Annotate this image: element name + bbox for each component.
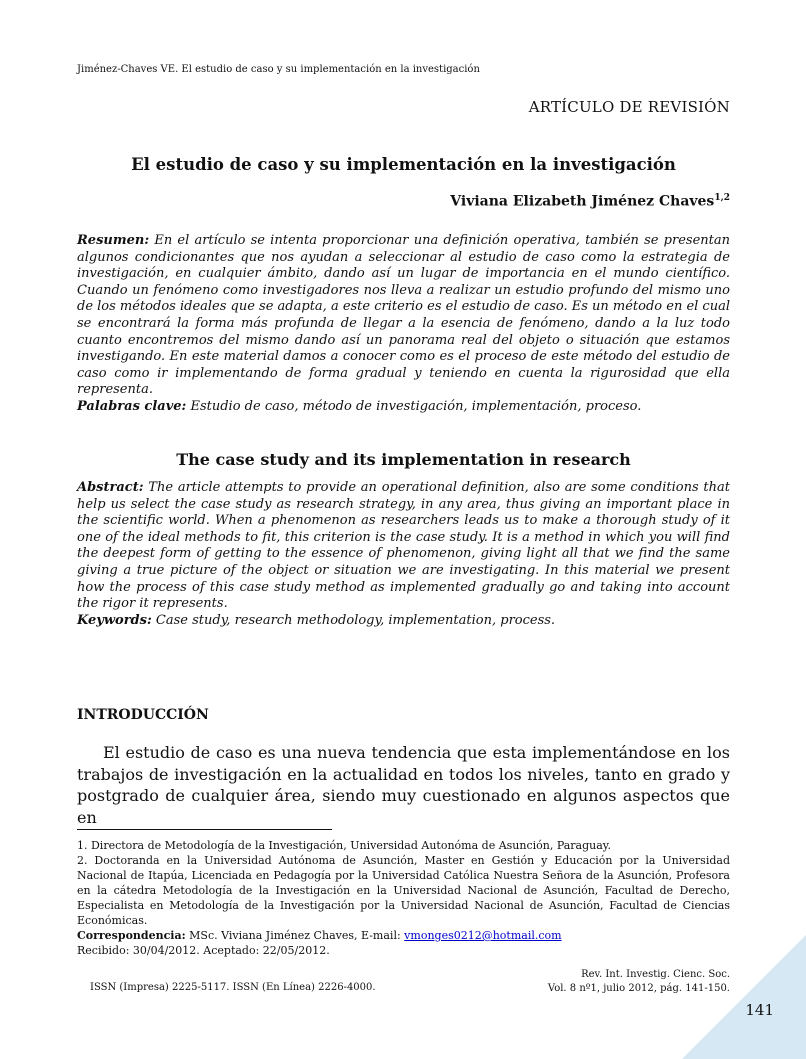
- resumen-block: [77, 233, 730, 416]
- resumen-text: En el artículo se intenta proporcionar una definición operativa, también se presentan algunos condicionantes que nos ayudan a seleccionar al estudio de caso como la estrategia de investigación, en cualquier ámbito, dando así un lugar de importancia en el mundo científico. Cuando un fenómeno como investigadores nos lleva a realizar un estudio profundo del mismo uno de los métodos ideales que se adapta, a este criterio es el estudio de caso. Es un método en el cual se encontrará la forma más profunda de llegar a la esencia de fenómeno, dando a la luz todo cuanto encontremos del mismo dando así un panorama real del objeto o situación que estamos investigando. En este material damos a conocer como es el proceso de este método del estudio de caso como ir implementando de forma gradual y teniendo en cuenta la rigurosidad que ella representa.: [77, 233, 730, 398]
- journal-line-1: Rev. Int. Investig. Cienc. Soc.: [581, 969, 730, 980]
- article-type: ARTÍCULO DE REVISIÓN: [528, 98, 730, 116]
- keywords-label: Keywords:: [77, 612, 152, 628]
- keywords-text: Case study, research methodology, implementation, process.: [155, 612, 556, 628]
- introduction-paragraph: El estudio de caso es una nueva tendencia que esta implementándose en los trabajos de investigación en la actualidad en todos los niveles, tanto en grado y postgrado de cualquier área, siendo muy cuestionado en algunos aspectos que en: [77, 743, 730, 827]
- issn: ISSN (Impresa) 2225-5117. ISSN (En Línea) 2226-4000.: [90, 982, 376, 993]
- correspondence: [77, 928, 730, 943]
- title-spanish: El estudio de caso y su implementación en la investigación: [131, 155, 676, 174]
- corner-accent: [682, 935, 806, 1059]
- palabras-clave-text: Estudio de caso, método de investigación, implementación, proceso.: [190, 398, 642, 414]
- introduction-heading: INTRODUCCIÓN: [77, 707, 209, 723]
- abstract-text: The article attempts to provide an operational definition, also are some conditions that help us select the case study as research strategy, in any area, thus giving an important place in the scientific world. When a phenomenon as researchers leads us to make a thorough study of it one of the ideal methods to fit, this criterion is the case study. It is a method in which you will find the deepest form of getting to the essence of phenomenon, giving light all that we find the same giving a true picture of the object or situation we are investigating. In this material we present how the process of this case study method as implemented gradually go and taking into account the rigor it represents.: [77, 480, 730, 612]
- footnotes: [77, 838, 730, 958]
- page-number: 141: [745, 1001, 774, 1019]
- correspondence-text: MSc. Viviana Jiménez Chaves, E-mail:: [189, 929, 401, 942]
- abstract-block: [77, 480, 730, 629]
- footnote-2: 2. Doctoranda en la Universidad Autónoma de Asunción, Master en Gestión y Educación por la Universidad Nacional de Itapúa, Licenciada en Pedagogía por la Universidad Católica Nuestra Señora de la Asunción, Profesora en la cátedra Metodología de la Investigación en la Universidad Nacional de Asunción, Facultad de Derecho, Especialista en Metodología de la Investigación por la Universidad Nacional de Asunción, Facultad de Ciencias Económicas.: [77, 854, 730, 927]
- resumen-paragraph: [77, 233, 730, 399]
- keywords: [77, 613, 730, 630]
- email-link[interactable]: vmonges0212@hotmail.com: [404, 929, 562, 942]
- author-affiliation-marks: 1,2: [714, 193, 730, 203]
- footnote-divider: [77, 829, 332, 830]
- palabras-clave-label: Palabras clave:: [77, 398, 187, 414]
- correspondence-label: Correspondencia:: [77, 929, 186, 942]
- journal-line-2: Vol. 8 nº1, julio 2012, pág. 141-150.: [547, 983, 730, 994]
- author-name: Viviana Elizabeth Jiménez Chaves: [450, 193, 715, 210]
- palabras-clave: [77, 399, 730, 416]
- received-dates: Recibido: 30/04/2012. Aceptado: 22/05/2012.: [77, 944, 330, 957]
- abstract-label: Abstract:: [77, 480, 144, 495]
- resumen-label: Resumen:: [77, 233, 150, 248]
- abstract-paragraph: [77, 480, 730, 613]
- running-head: Jiménez-Chaves VE. El estudio de caso y su implementación en la investigación: [77, 64, 480, 75]
- title-english: The case study and its implementation in research: [176, 450, 631, 469]
- author-line: [450, 193, 730, 210]
- footnote-1: 1. Directora de Metodología de la Investigación, Universidad Autonóma de Asunción, Paraguay.: [77, 839, 612, 852]
